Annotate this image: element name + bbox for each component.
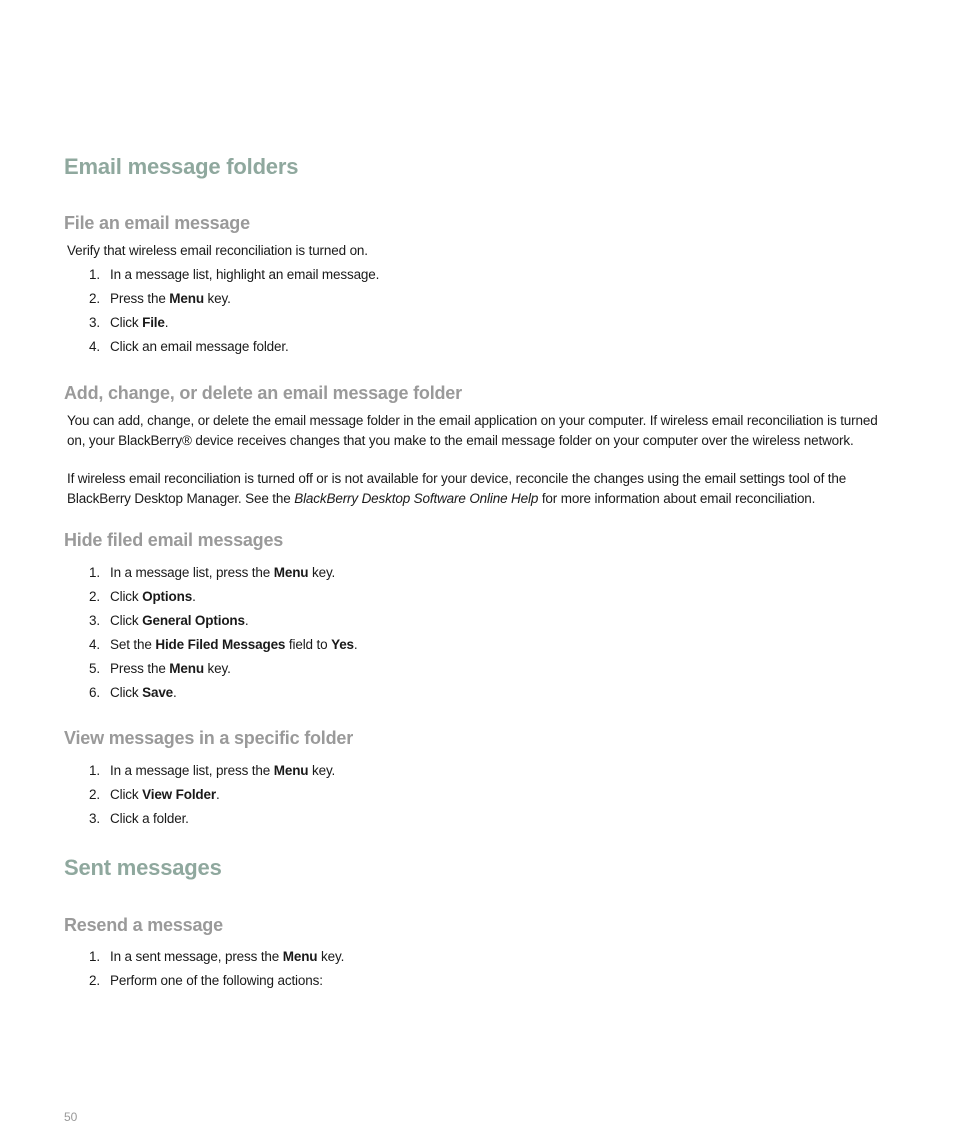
step-text-part: Press the [110,661,170,676]
step-text [110,945,344,969]
step-ui-term: General Options [142,613,245,628]
step-ui-term: Menu [282,949,318,964]
step-text [110,657,231,681]
file-message-intro: Verify that wireless email reconciliation is turned on. [67,243,368,258]
step-text [110,783,220,807]
step-text-part: . [244,613,249,628]
step-number: 1 . [86,263,100,287]
manage-folder-paragraph-2-text: If wireless email reconciliation is turned off or is not available for your device, reconcile the changes using the email settings tool of the BlackBerry Desktop Manager. See the [67,471,847,506]
step-number: 1 . [86,759,100,783]
step-ui-term: Menu [169,661,204,676]
step-text-part: Click [110,315,143,330]
step-number: 1 . [86,945,100,969]
step-text-part: . [173,685,177,700]
step-number: 5 . [86,657,100,681]
step-text-part: . [192,589,196,604]
online-help-reference: BlackBerry Desktop Software Online Help [294,490,539,506]
subsection-title-manage-folder: Add, change, or delete an email message folder [64,383,462,403]
step-text [110,807,189,831]
step-text [110,585,196,609]
step-text-part: Click [110,589,143,604]
step-text-part: key. [308,565,336,580]
manage-folder-paragraph-1: You can add, change, or delete the email message folder in the email application on your computer. If wireless email reconciliation is turned on, your BlackBerry® device receives changes that you make to the email message folder on your computer over the wireless network. [67,413,878,448]
step-text-part: Click [110,613,143,628]
step-number: 2 . [86,287,100,311]
step-text [110,263,379,287]
step-text [110,287,231,311]
step-number: 3 . [86,609,100,633]
step-ui-term: Options [142,589,193,604]
step-text-part: Perform one of the following actions: [110,973,323,988]
subsection-title-resend: Resend a message [64,915,223,935]
page-number: 50 [64,1110,78,1124]
step-text-part: . [215,787,220,802]
step-text-part: In a sent message, press the [110,949,283,964]
step-text-part: field to [285,637,332,652]
step-number: 2 . [86,585,100,609]
step-text [110,969,323,993]
step-text [110,561,335,585]
manage-folder-paragraph-2 [67,469,897,508]
step-text [110,311,168,335]
step-text-part: key. [308,763,336,778]
section-title-sent-messages: Sent messages [64,855,222,880]
step-text [110,681,177,705]
step-ui-term: View Folder [142,787,216,802]
step-text-part: Press the [110,291,170,306]
step-text [110,335,289,359]
step-text-part: In a message list, highlight an email message. [110,267,380,282]
step-number: 4 . [86,633,100,657]
step-ui-term: Menu [169,291,204,306]
step-ui-term: Menu [273,565,309,580]
step-text-part: Set the [110,637,156,652]
step-number: 1 . [86,561,100,585]
step-ui-term: Save [142,685,174,700]
step-number: 3 . [86,807,100,831]
step-number: 6 . [86,681,100,705]
step-text-part: In a message list, press the [110,565,274,580]
step-text-part: key. [317,949,345,964]
step-number: 3 . [86,311,100,335]
step-text-part: Click [110,685,143,700]
subsection-title-file-message: File an email message [64,213,250,233]
step-ui-term: Yes [331,637,354,652]
step-ui-term: Menu [273,763,309,778]
step-text [110,759,335,783]
step-number: 4 . [86,335,100,359]
step-text-part: Click [110,787,143,802]
manage-folder-paragraph-2-tail: for more information about email reconciliation. [538,490,816,506]
step-text-part: . [353,637,358,652]
step-text-part: In a message list, press the [110,763,274,778]
step-text-part: key. [203,291,231,306]
step-text [110,633,358,657]
step-text-part: key. [203,661,231,676]
subsection-title-hide-filed: Hide filed email messages [64,530,284,550]
subsection-title-view-folder: View messages in a specific folder [64,728,354,748]
step-number: 2 . [86,783,100,807]
step-number: 2 . [86,969,100,993]
step-text-part: Click a folder. [110,811,189,826]
step-text [110,609,249,633]
section-title-email-folders: Email message folders [64,154,299,179]
step-ui-term: File [142,315,165,330]
step-text-part: Click an email message folder. [110,339,289,354]
step-ui-term: Hide Filed Messages [155,637,286,652]
step-text-part: . [164,315,169,330]
